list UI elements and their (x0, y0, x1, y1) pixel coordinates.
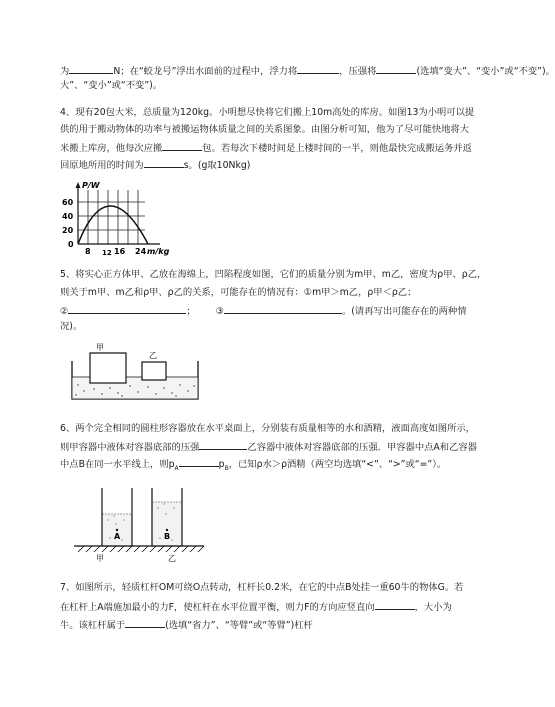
q4-line3 (60, 141, 472, 155)
text: N；在“蛟龙号”浮出水面前的过程中，浮力将 (113, 66, 298, 77)
text: (选填“省力”、“等臂”或“等臂”)杠杆 (165, 620, 313, 631)
q7-line1: 7、如图所示，轻质杠杆OM可绕O点转动，杠杆长0.2米，在它的中点B处挂一重60牛的物体G。若 (60, 582, 464, 593)
y-tick: 40 (62, 212, 74, 221)
point-b-label: B (164, 532, 171, 541)
answer-blank[interactable] (68, 304, 186, 314)
text: 包。若每次下楼时间是上楼时间的一半，则他最快完成搬运务并返 (202, 143, 472, 154)
y-tick: 0 (68, 240, 74, 249)
text: 牛。该杠杆属于 (60, 620, 126, 631)
q5-line3 (60, 304, 467, 318)
point-a-label: A (114, 532, 121, 541)
q6-line1: 6、两个完全相同的圆柱形容器放在水平桌面上，分别装有质量相等的水和酒精，液面高度如图所示， (60, 423, 475, 434)
q4-line1: 4、现有20包大米，总质量为120kg。小明想尽快将它们搬上10m高处的库房。如图13为小明可以提 (60, 107, 475, 118)
x-tick: 24 (135, 247, 147, 256)
q5-line2: 则关于m甲、m乙和ρ甲、ρ乙的关系，可能存在的情况有：①m甲＞m乙，ρ甲＜ρ乙； (60, 287, 417, 298)
text: ② (60, 306, 69, 317)
answer-blank[interactable] (125, 618, 165, 628)
text: 在杠杆上A端施加最小的力F，使杠杆在水平位置平衡，则力F的方向应竖直向 (60, 602, 375, 613)
answer-blank[interactable] (162, 141, 202, 151)
q4-line2: 供的用于搬动物体的功率与被搬运物体质量之间的关系图象。由图分析可知，他为了尽可能快地将大 (60, 124, 470, 135)
text: (选填“变大”、“变小”或“不变”)。 (416, 66, 555, 77)
container-label: 甲 (96, 554, 104, 563)
q7-line3 (60, 618, 313, 632)
cube-jia (90, 353, 126, 383)
text: 米搬上库房，他每次应搬 (60, 143, 163, 154)
answer-blank[interactable] (375, 600, 415, 610)
q5-line1: 5、将实心正方体甲、乙放在海绵上，凹陷程度如图，它们的质量分别为m甲、m乙，密度为ρ甲、ρ乙， (60, 269, 487, 280)
answer-blank[interactable] (297, 64, 339, 74)
power-curve (78, 206, 148, 244)
container-label: 乙 (168, 554, 176, 563)
text: 乙容器中液体对容器底部的压强．甲容器中点A和乙容器 (247, 442, 477, 453)
text: ，已知ρ水＞ρ酒精（两空均选填“<”、“>”或“=”）。 (228, 459, 447, 470)
text: 。(请再写出可能存在的两种情 (342, 306, 467, 317)
text: ； (186, 306, 196, 317)
cube-label: 甲 (96, 343, 104, 352)
cube-label: 乙 (149, 351, 157, 360)
text: ，压强将 (339, 66, 377, 77)
subscript: A (174, 464, 179, 472)
answer-blank[interactable] (144, 158, 184, 168)
subscript: B (224, 464, 229, 472)
answer-blank[interactable] (69, 64, 113, 74)
text: 为 (60, 66, 70, 77)
power-mass-graph (60, 178, 190, 258)
q6-line2 (60, 440, 477, 454)
text: s。(g取10Nkg) (183, 160, 251, 171)
q7-line2 (60, 600, 452, 614)
cube-yi (142, 362, 166, 380)
q6-line3 (60, 457, 446, 475)
x-tick: 12 (102, 249, 112, 257)
text: 中点B在同一水平线上，则p (60, 459, 175, 470)
text: 大”、“变小”或“不变”)。 (60, 80, 163, 91)
y-tick: 20 (62, 226, 74, 235)
answer-blank[interactable] (224, 304, 342, 314)
y-axis-label: P/W (82, 181, 100, 190)
x-axis-label: m/kg (147, 247, 170, 256)
text: 回原地所用的时间为 (60, 160, 144, 171)
text: 则甲容器中液体对容器底部的压强 (60, 442, 200, 453)
q3-tail-line2 (60, 80, 162, 92)
q5-line4: 况)。 (60, 321, 83, 332)
x-tick: 8 (85, 247, 91, 256)
x-tick: 16 (114, 247, 126, 256)
sponge-figure (60, 341, 210, 403)
q3-tail-line (60, 64, 555, 78)
answer-blank[interactable] (199, 440, 247, 450)
q4-line4 (60, 158, 250, 172)
y-tick: 60 (62, 198, 74, 207)
text: p (218, 459, 225, 470)
text: ，大小为 (414, 602, 452, 613)
answer-blank[interactable] (179, 457, 219, 467)
cylinders-figure (70, 480, 210, 562)
text: ③ (215, 306, 224, 317)
answer-blank[interactable] (376, 64, 416, 74)
